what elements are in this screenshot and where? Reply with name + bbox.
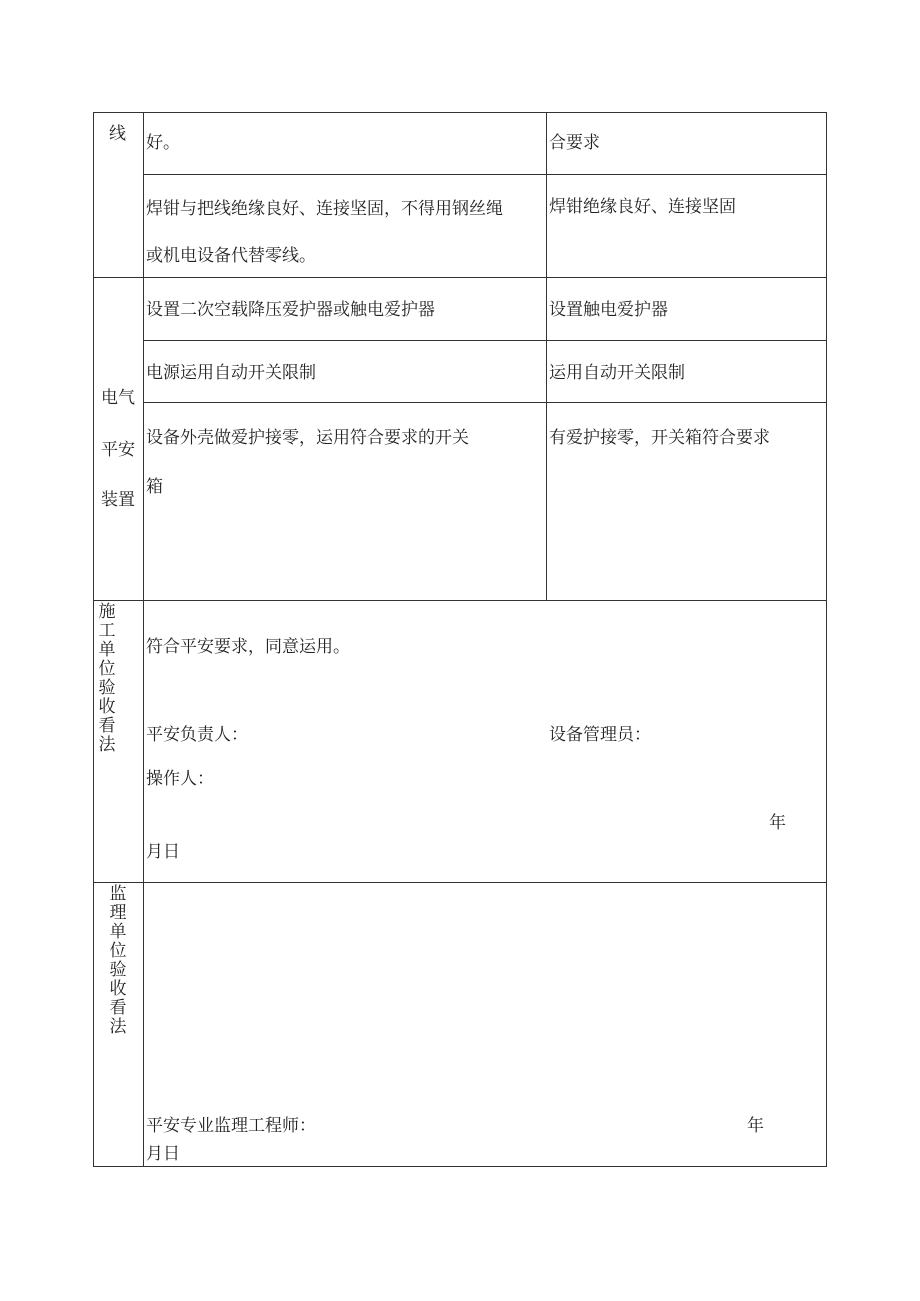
category-electrical-label: 装置	[101, 490, 135, 510]
result-column-divider	[546, 112, 547, 601]
table-divider	[143, 402, 827, 403]
category-electrical-label: 平安	[101, 440, 135, 460]
table-divider	[143, 340, 827, 341]
safety-person-label: 平安负责人：	[146, 725, 248, 745]
table-border-left	[93, 112, 94, 1167]
table-divider	[93, 600, 827, 601]
equipment-manager-label: 设备管理员：	[549, 725, 651, 745]
date-month-day-label: 月日	[146, 1144, 180, 1164]
date-month-day-label: 月日	[146, 842, 180, 862]
table-divider	[93, 882, 827, 883]
table-border-bottom	[93, 1166, 827, 1167]
construction-opinion-text: 符合平安要求，同意运用。	[146, 637, 350, 657]
category-column-divider	[143, 112, 144, 1167]
table-divider	[143, 174, 827, 175]
result-text: 焊钳绝缘良好、连接坚固	[549, 197, 736, 217]
date-year-label: 年	[769, 813, 786, 833]
requirement-text: 焊钳与把线绝缘良好、连接坚固，不得用钢丝绳	[146, 199, 503, 219]
requirement-text: 电源运用自动开关限制	[146, 363, 316, 383]
result-text: 设置触电爱护器	[549, 300, 668, 320]
requirement-text: 或机电设备代替零线。	[146, 246, 316, 266]
category-construction-label: 施工单位验收看法	[98, 602, 116, 755]
table-border-right	[826, 112, 827, 1167]
requirement-text: 设备外壳做爱护接零，运用符合要求的开关	[146, 428, 469, 448]
requirement-text: 设置二次空载降压爱护器或触电爱护器	[146, 300, 435, 320]
requirement-text: 好。	[146, 133, 180, 153]
supervision-engineer-label: 平安专业监理工程师：	[146, 1116, 316, 1136]
category-line-label: 线	[109, 124, 126, 144]
date-year-label: 年	[747, 1116, 764, 1136]
category-supervision-label: 监理单位验收看法	[109, 884, 127, 1037]
result-text: 运用自动开关限制	[549, 363, 685, 383]
category-electrical-label: 电气	[101, 388, 135, 408]
result-text: 有爱护接零，开关箱符合要求	[549, 428, 770, 448]
requirement-text: 箱	[146, 477, 163, 497]
result-text: 合要求	[549, 133, 600, 153]
operator-label: 操作人：	[146, 769, 214, 789]
table-border-top	[93, 112, 827, 113]
table-divider	[93, 277, 827, 278]
